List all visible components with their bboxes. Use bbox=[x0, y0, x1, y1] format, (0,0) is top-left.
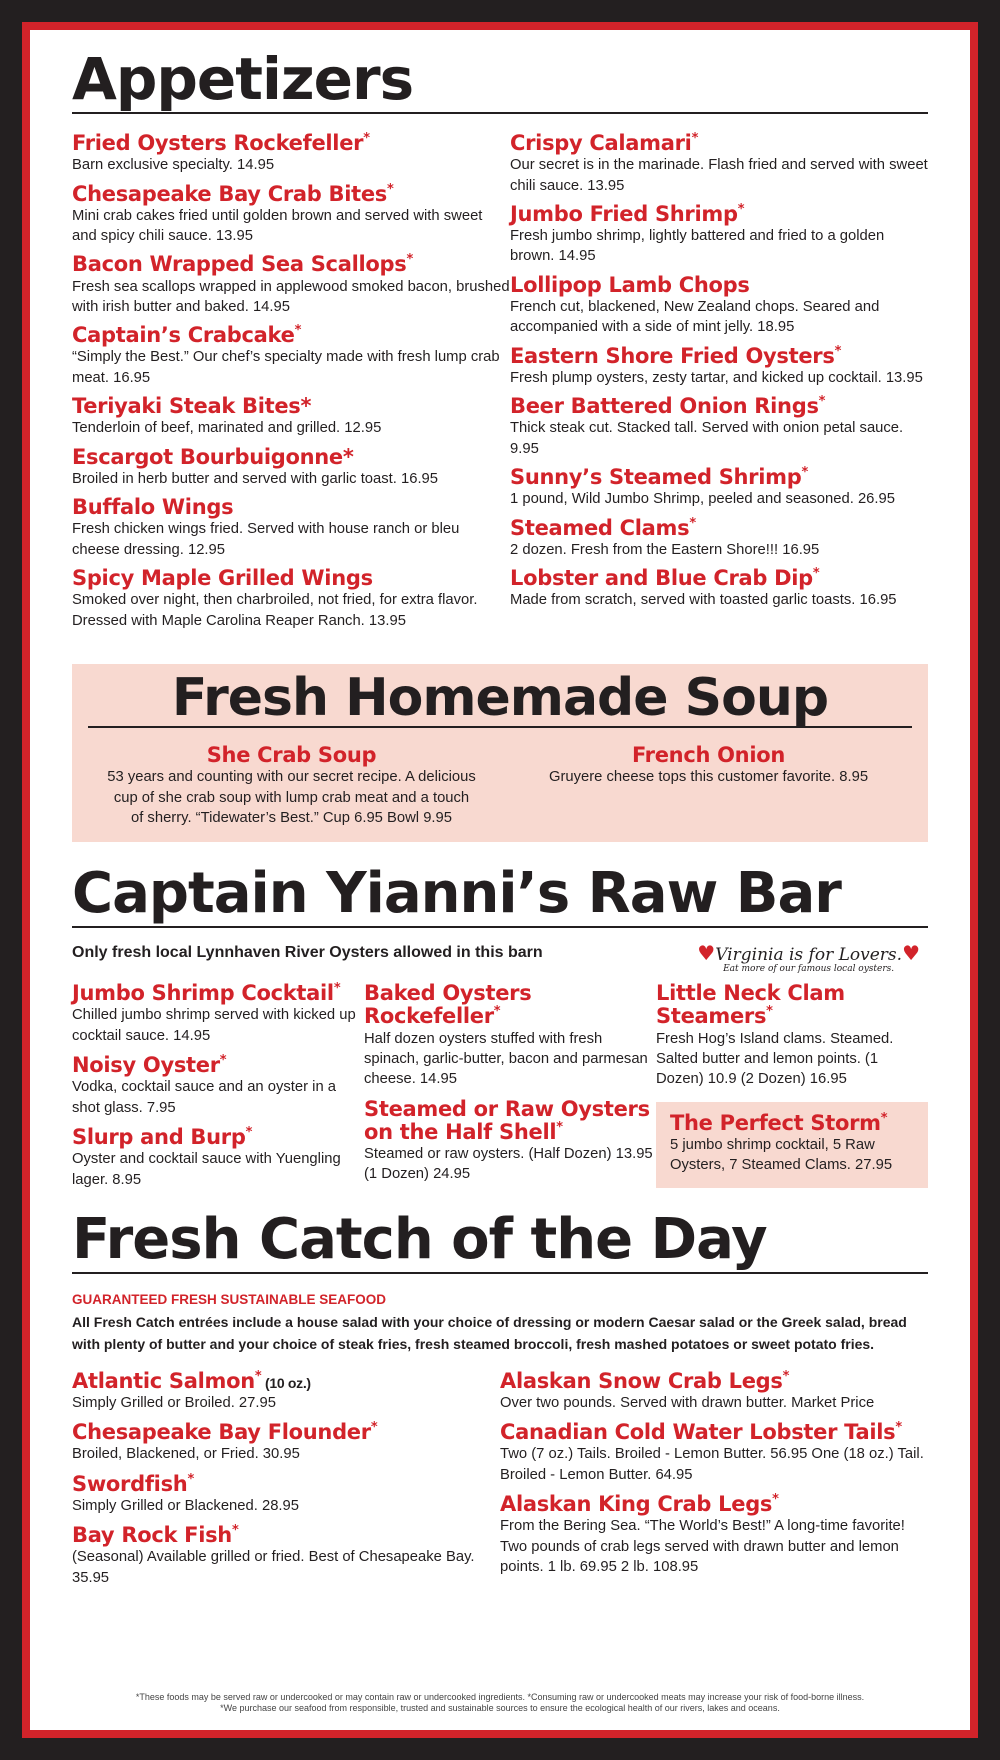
footnote-line-1: *These foods may be served raw or undercooked or may contain raw or undercooked ingredients. *Consuming raw or undercooked meats may increase your risk of food-borne illness. bbox=[135, 1692, 865, 1702]
soup-item bbox=[505, 744, 912, 828]
item-name-text: Lollipop Lamb Chops bbox=[510, 272, 750, 297]
menu-item-description: Thick steak cut. Stacked tall. Served with onion petal sauce. 9.95 bbox=[510, 420, 904, 457]
menu-item bbox=[505, 744, 912, 788]
item-star-marker: * bbox=[231, 1523, 239, 1539]
item-name-text: French Onion bbox=[631, 743, 786, 768]
item-name-text: Escargot Bourbuigonne* bbox=[72, 444, 354, 469]
menu-item-name bbox=[72, 496, 510, 519]
item-star-marker: * bbox=[187, 1471, 194, 1487]
menu-item bbox=[72, 446, 510, 490]
item-name-text: Spicy Maple Grilled Wings bbox=[72, 566, 373, 591]
fresh-catch-title: Fresh Catch of the Day bbox=[72, 1212, 928, 1274]
item-star-marker: * bbox=[834, 343, 842, 359]
menu-item-name bbox=[72, 1370, 500, 1393]
fresh-catch-right-column bbox=[500, 1370, 928, 1596]
raw-bar-title: Captain Yianni’s Raw Bar bbox=[72, 866, 928, 928]
menu-item bbox=[72, 496, 510, 560]
item-name-text: Captain’s Crabcake bbox=[72, 323, 295, 348]
heart-icon: ♥ bbox=[697, 941, 716, 966]
item-name-text: Swordfish bbox=[72, 1471, 188, 1496]
menu-item-name bbox=[510, 132, 928, 155]
menu-item-name bbox=[500, 1370, 928, 1393]
item-name-text: Steamed or Raw Oysters on the Half Shell bbox=[364, 1096, 650, 1144]
menu-item bbox=[72, 1054, 364, 1118]
menu-item bbox=[72, 1421, 500, 1465]
menu-item-name bbox=[72, 324, 510, 347]
menu-item-description: 53 years and counting with our secret recipe. A delicious cup of she crab soup with lump crab meat and a touch of sherry. “Tidewater’s Best.” Cup 6.95 Bowl 9.95 bbox=[107, 769, 476, 826]
item-name-text: Sunny’s Steamed Shrimp bbox=[510, 465, 802, 490]
menu-item-name bbox=[670, 1112, 914, 1135]
virginia-lovers-logo bbox=[697, 942, 920, 975]
menu-item bbox=[670, 1112, 914, 1176]
menu-item-name bbox=[72, 253, 510, 276]
item-name-text: Lobster and Blue Crab Dip bbox=[510, 566, 813, 591]
menu-item-name bbox=[656, 982, 928, 1028]
menu-page bbox=[30, 30, 970, 1730]
menu-item-description: 2 dozen. Fresh from the Eastern Shore!!! 16.95 bbox=[510, 541, 820, 558]
menu-item-name bbox=[88, 744, 495, 767]
menu-footnote bbox=[30, 1692, 970, 1715]
item-name-text: Slurp and Burp bbox=[72, 1125, 246, 1150]
menu-item-name bbox=[72, 1126, 364, 1149]
item-name-text: Chesapeake Bay Flounder bbox=[72, 1420, 371, 1445]
menu-item-description: Oyster and cocktail sauce with Yuengling lager. 8.95 bbox=[72, 1151, 341, 1188]
menu-item-description: Over two pounds. Served with drawn butter. Market Price bbox=[500, 1394, 875, 1411]
menu-item bbox=[72, 324, 510, 388]
menu-item bbox=[656, 982, 928, 1089]
menu-item bbox=[72, 1524, 500, 1588]
menu-item-name bbox=[72, 395, 510, 418]
menu-item-name bbox=[510, 274, 928, 297]
fresh-catch-tagline: GUARANTEED FRESH SUSTAINABLE SEAFOOD bbox=[72, 1292, 387, 1308]
menu-item bbox=[88, 744, 495, 828]
menu-item-description: Chilled jumbo shrimp served with kicked up cocktail sauce. 14.95 bbox=[72, 1007, 356, 1044]
menu-item-description: Mini crab cakes fried until golden brown and served with sweet and spicy chili sauce. 13.95 bbox=[72, 207, 483, 244]
item-star-marker: * bbox=[895, 1420, 902, 1436]
menu-item-name bbox=[72, 132, 510, 155]
item-star-marker: * bbox=[812, 566, 820, 582]
virginia-slogan: Virginia is for Lovers. bbox=[715, 945, 903, 966]
menu-item-name bbox=[72, 982, 364, 1005]
item-star-marker: * bbox=[294, 323, 302, 339]
item-star-marker: * bbox=[363, 131, 370, 146]
menu-item bbox=[72, 395, 510, 439]
raw-bar-column-3 bbox=[656, 982, 928, 1198]
menu-item bbox=[510, 203, 928, 267]
item-name-text: Crispy Calamari bbox=[510, 131, 692, 155]
menu-item-description: Two (7 oz.) Tails. Broiled - Lemon Butter. 56.95 One (18 oz.) Tail. Broiled - Lemon Butter. 64.95 bbox=[500, 1446, 924, 1483]
item-name-text: Baked Oysters Rockefeller bbox=[364, 981, 532, 1029]
item-star-marker: * bbox=[406, 252, 413, 268]
item-name-text: Atlantic Salmon bbox=[72, 1368, 255, 1393]
menu-item-description: 5 jumbo shrimp cocktail, 5 Raw Oysters, 7 Steamed Clams. 27.95 bbox=[670, 1136, 893, 1174]
menu-item-description: 1 pound, Wild Jumbo Shrimp, peeled and seasoned. 26.95 bbox=[510, 491, 895, 508]
menu-item-name bbox=[72, 446, 510, 469]
item-name-text: Steamed Clams bbox=[510, 515, 690, 540]
menu-item-description: Tenderloin of beef, marinated and grilled. 12.95 bbox=[72, 420, 382, 437]
menu-item-description: Gruyere cheese tops this customer favorite. 8.95 bbox=[548, 769, 869, 786]
menu-item-description: Made from scratch, served with toasted garlic toasts. 16.95 bbox=[510, 592, 897, 609]
soup-item bbox=[88, 744, 505, 828]
menu-item-name bbox=[500, 1493, 928, 1516]
raw-bar-column-1 bbox=[72, 982, 364, 1198]
item-name-text: Noisy Oyster bbox=[72, 1053, 220, 1078]
item-size: (10 oz.) bbox=[261, 1374, 311, 1391]
item-name-text: Bay Rock Fish bbox=[72, 1523, 232, 1548]
item-name-text: The Perfect Storm bbox=[670, 1110, 881, 1135]
menu-item-description: Steamed or raw oysters. (Half Dozen) 13.95 (1 Dozen) 24.95 bbox=[364, 1145, 653, 1183]
menu-item-description: Fresh jumbo shrimp, lightly battered and fried to a golden brown. 14.95 bbox=[510, 228, 885, 265]
appetizers-left-column bbox=[72, 132, 510, 638]
fresh-catch-intro: All Fresh Catch entrées include a house salad with your choice of dressing or modern Caesar salad or the Greek salad, bread with plenty of butter and your choice of steak fries, fresh steamed broccoli, fresh mashed potatoes or sweet potato fries. bbox=[72, 1314, 907, 1353]
item-name-text: Alaskan King Crab Legs bbox=[500, 1492, 773, 1517]
menu-item-name bbox=[72, 567, 510, 590]
menu-item-description: “Simply the Best.” Our chef’s specialty made with fresh lump crab meat. 16.95 bbox=[72, 349, 500, 386]
menu-item-description: Our secret is in the marinade. Flash fried and served with sweet chili sauce. 13.95 bbox=[510, 157, 928, 194]
footnote-line-2: *We purchase our seafood from responsible, trusted and sustainable sources to ensure the ecological health of our rivers, lakes and oceans. bbox=[220, 1703, 780, 1714]
item-star-marker: * bbox=[782, 1368, 790, 1384]
item-name-text: Fried Oysters Rockefeller bbox=[72, 131, 364, 155]
menu-item-name bbox=[510, 395, 928, 418]
menu-item bbox=[510, 395, 928, 459]
menu-item bbox=[72, 1370, 500, 1414]
menu-item-description: Simply Grilled or Blackened. 28.95 bbox=[72, 1497, 299, 1514]
menu-item bbox=[72, 1126, 364, 1190]
item-name-text: Chesapeake Bay Crab Bites bbox=[72, 181, 387, 206]
menu-item-name bbox=[510, 517, 928, 540]
raw-bar-column-2 bbox=[364, 982, 656, 1198]
menu-item-description: Fresh plump oysters, zesty tartar, and kicked up cocktail. 13.95 bbox=[510, 369, 923, 386]
menu-item-description: Vodka, cocktail sauce and an oyster in a shot glass. 7.95 bbox=[72, 1079, 337, 1116]
menu-item bbox=[500, 1370, 928, 1414]
menu-item-description: (Seasonal) Available grilled or fried. Best of Chesapeake Bay. 35.95 bbox=[72, 1549, 475, 1586]
menu-item bbox=[72, 132, 510, 176]
item-name-text: Buffalo Wings bbox=[72, 495, 234, 520]
menu-item-description: Simply Grilled or Broiled. 27.95 bbox=[72, 1394, 276, 1411]
item-star-marker: * bbox=[254, 1368, 262, 1384]
menu-item-description: From the Bering Sea. “The World’s Best!” A long-time favorite! Two pounds of crab legs served with drawn butter and lemon points. 1 lb. 69.95 2 lb. 108.95 bbox=[500, 1518, 905, 1576]
fresh-catch-left-column bbox=[72, 1370, 500, 1596]
item-star-marker: * bbox=[880, 1110, 888, 1126]
menu-item bbox=[510, 345, 928, 389]
menu-item-description: Barn exclusive specialty. 14.95 bbox=[72, 157, 275, 174]
menu-item-name bbox=[510, 203, 928, 226]
item-star-marker: * bbox=[386, 181, 394, 197]
menu-item bbox=[510, 517, 928, 561]
menu-item-description: Fresh chicken wings fried. Served with house ranch or bleu cheese dressing. 12.95 bbox=[72, 521, 460, 558]
item-name-text: She Crab Soup bbox=[206, 743, 377, 768]
soup-items bbox=[88, 744, 912, 828]
item-name-text: Jumbo Shrimp Cocktail bbox=[72, 981, 334, 1006]
soup-section bbox=[72, 664, 928, 842]
menu-item bbox=[72, 567, 510, 631]
menu-item-name bbox=[510, 466, 928, 489]
item-star-marker: * bbox=[556, 1119, 563, 1135]
menu-item-description: Fresh Hog’s Island clams. Steamed. Salted butter and lemon points. (1 Dozen) 10.9 (2 Dozen) 16.95 bbox=[656, 1030, 894, 1088]
item-star-marker: * bbox=[333, 981, 341, 997]
menu-item-description: Broiled in herb butter and served with garlic toast. 16.95 bbox=[72, 470, 439, 487]
menu-item-description: Broiled, Blackened, or Fried. 30.95 bbox=[72, 1446, 300, 1463]
item-name-text: Beer Battered Onion Rings bbox=[510, 394, 819, 419]
item-star-marker: * bbox=[818, 394, 826, 410]
menu-item-name bbox=[72, 1054, 364, 1077]
item-name-text: Eastern Shore Fried Oysters bbox=[510, 343, 835, 368]
menu-item-description: Smoked over night, then charbroiled, not fried, for extra flavor. Dressed with Maple Carolina Reaper Ranch. 13.95 bbox=[72, 592, 478, 629]
item-star-marker: * bbox=[493, 1004, 501, 1020]
menu-item-name bbox=[500, 1421, 928, 1444]
perfect-storm-box bbox=[656, 1102, 928, 1188]
item-name-text: Alaskan Snow Crab Legs bbox=[500, 1368, 783, 1393]
menu-item-name bbox=[510, 345, 928, 368]
menu-item bbox=[364, 1098, 656, 1185]
menu-item bbox=[72, 183, 510, 247]
item-name-text: Canadian Cold Water Lobster Tails bbox=[500, 1420, 896, 1445]
menu-item-description: Half dozen oysters stuffed with fresh spinach, garlic-butter, bacon and parmesan cheese. 14.95 bbox=[364, 1030, 648, 1088]
menu-item bbox=[510, 132, 928, 196]
item-star-marker: * bbox=[737, 201, 745, 217]
menu-item bbox=[500, 1493, 928, 1577]
soup-title: Fresh Homemade Soup bbox=[88, 672, 912, 728]
item-star-marker: * bbox=[772, 1492, 779, 1508]
menu-item bbox=[72, 253, 510, 317]
menu-item-name bbox=[364, 1098, 656, 1144]
item-name-text: Bacon Wrapped Sea Scallops bbox=[72, 252, 407, 277]
menu-item-name bbox=[72, 1473, 500, 1496]
appetizers-title: Appetizers bbox=[72, 50, 928, 114]
menu-item bbox=[510, 466, 928, 510]
item-name-text: Teriyaki Steak Bites* bbox=[72, 394, 312, 419]
raw-bar-note: Only fresh local Lynnhaven River Oysters allowed in this barn bbox=[72, 944, 543, 962]
item-star-marker: * bbox=[370, 1420, 378, 1436]
menu-item bbox=[510, 274, 928, 338]
menu-item bbox=[72, 982, 364, 1046]
heart-icon: ♥ bbox=[902, 941, 920, 966]
item-star-marker: * bbox=[219, 1053, 227, 1069]
menu-item bbox=[72, 1473, 500, 1517]
item-name-text: Jumbo Fried Shrimp bbox=[510, 201, 738, 226]
menu-item-name bbox=[72, 183, 510, 206]
menu-item-description: Fresh sea scallops wrapped in applewood smoked bacon, brushed with irish butter and baked. 14.95 bbox=[72, 278, 510, 315]
appetizers-right-column bbox=[510, 132, 928, 638]
menu-item-name bbox=[505, 744, 912, 767]
item-star-marker: * bbox=[766, 1004, 773, 1020]
menu-item bbox=[500, 1421, 928, 1485]
menu-item bbox=[364, 982, 656, 1089]
menu-item bbox=[510, 567, 928, 611]
virginia-tagline: Eat more of our famous local oysters. bbox=[723, 964, 895, 975]
item-star-marker: * bbox=[691, 131, 699, 146]
menu-item-name bbox=[510, 567, 928, 590]
menu-item-description: French cut, blackened, New Zealand chops. Seared and accompanied with a side of mint jelly. 18.95 bbox=[510, 298, 880, 336]
item-star-marker: * bbox=[801, 465, 808, 481]
item-star-marker: * bbox=[245, 1125, 253, 1141]
menu-item-name bbox=[72, 1421, 500, 1444]
item-name-text: Little Neck Clam Steamers bbox=[656, 981, 845, 1029]
menu-item-name bbox=[72, 1524, 500, 1547]
item-star-marker: * bbox=[689, 515, 696, 531]
menu-item-name bbox=[364, 982, 656, 1028]
